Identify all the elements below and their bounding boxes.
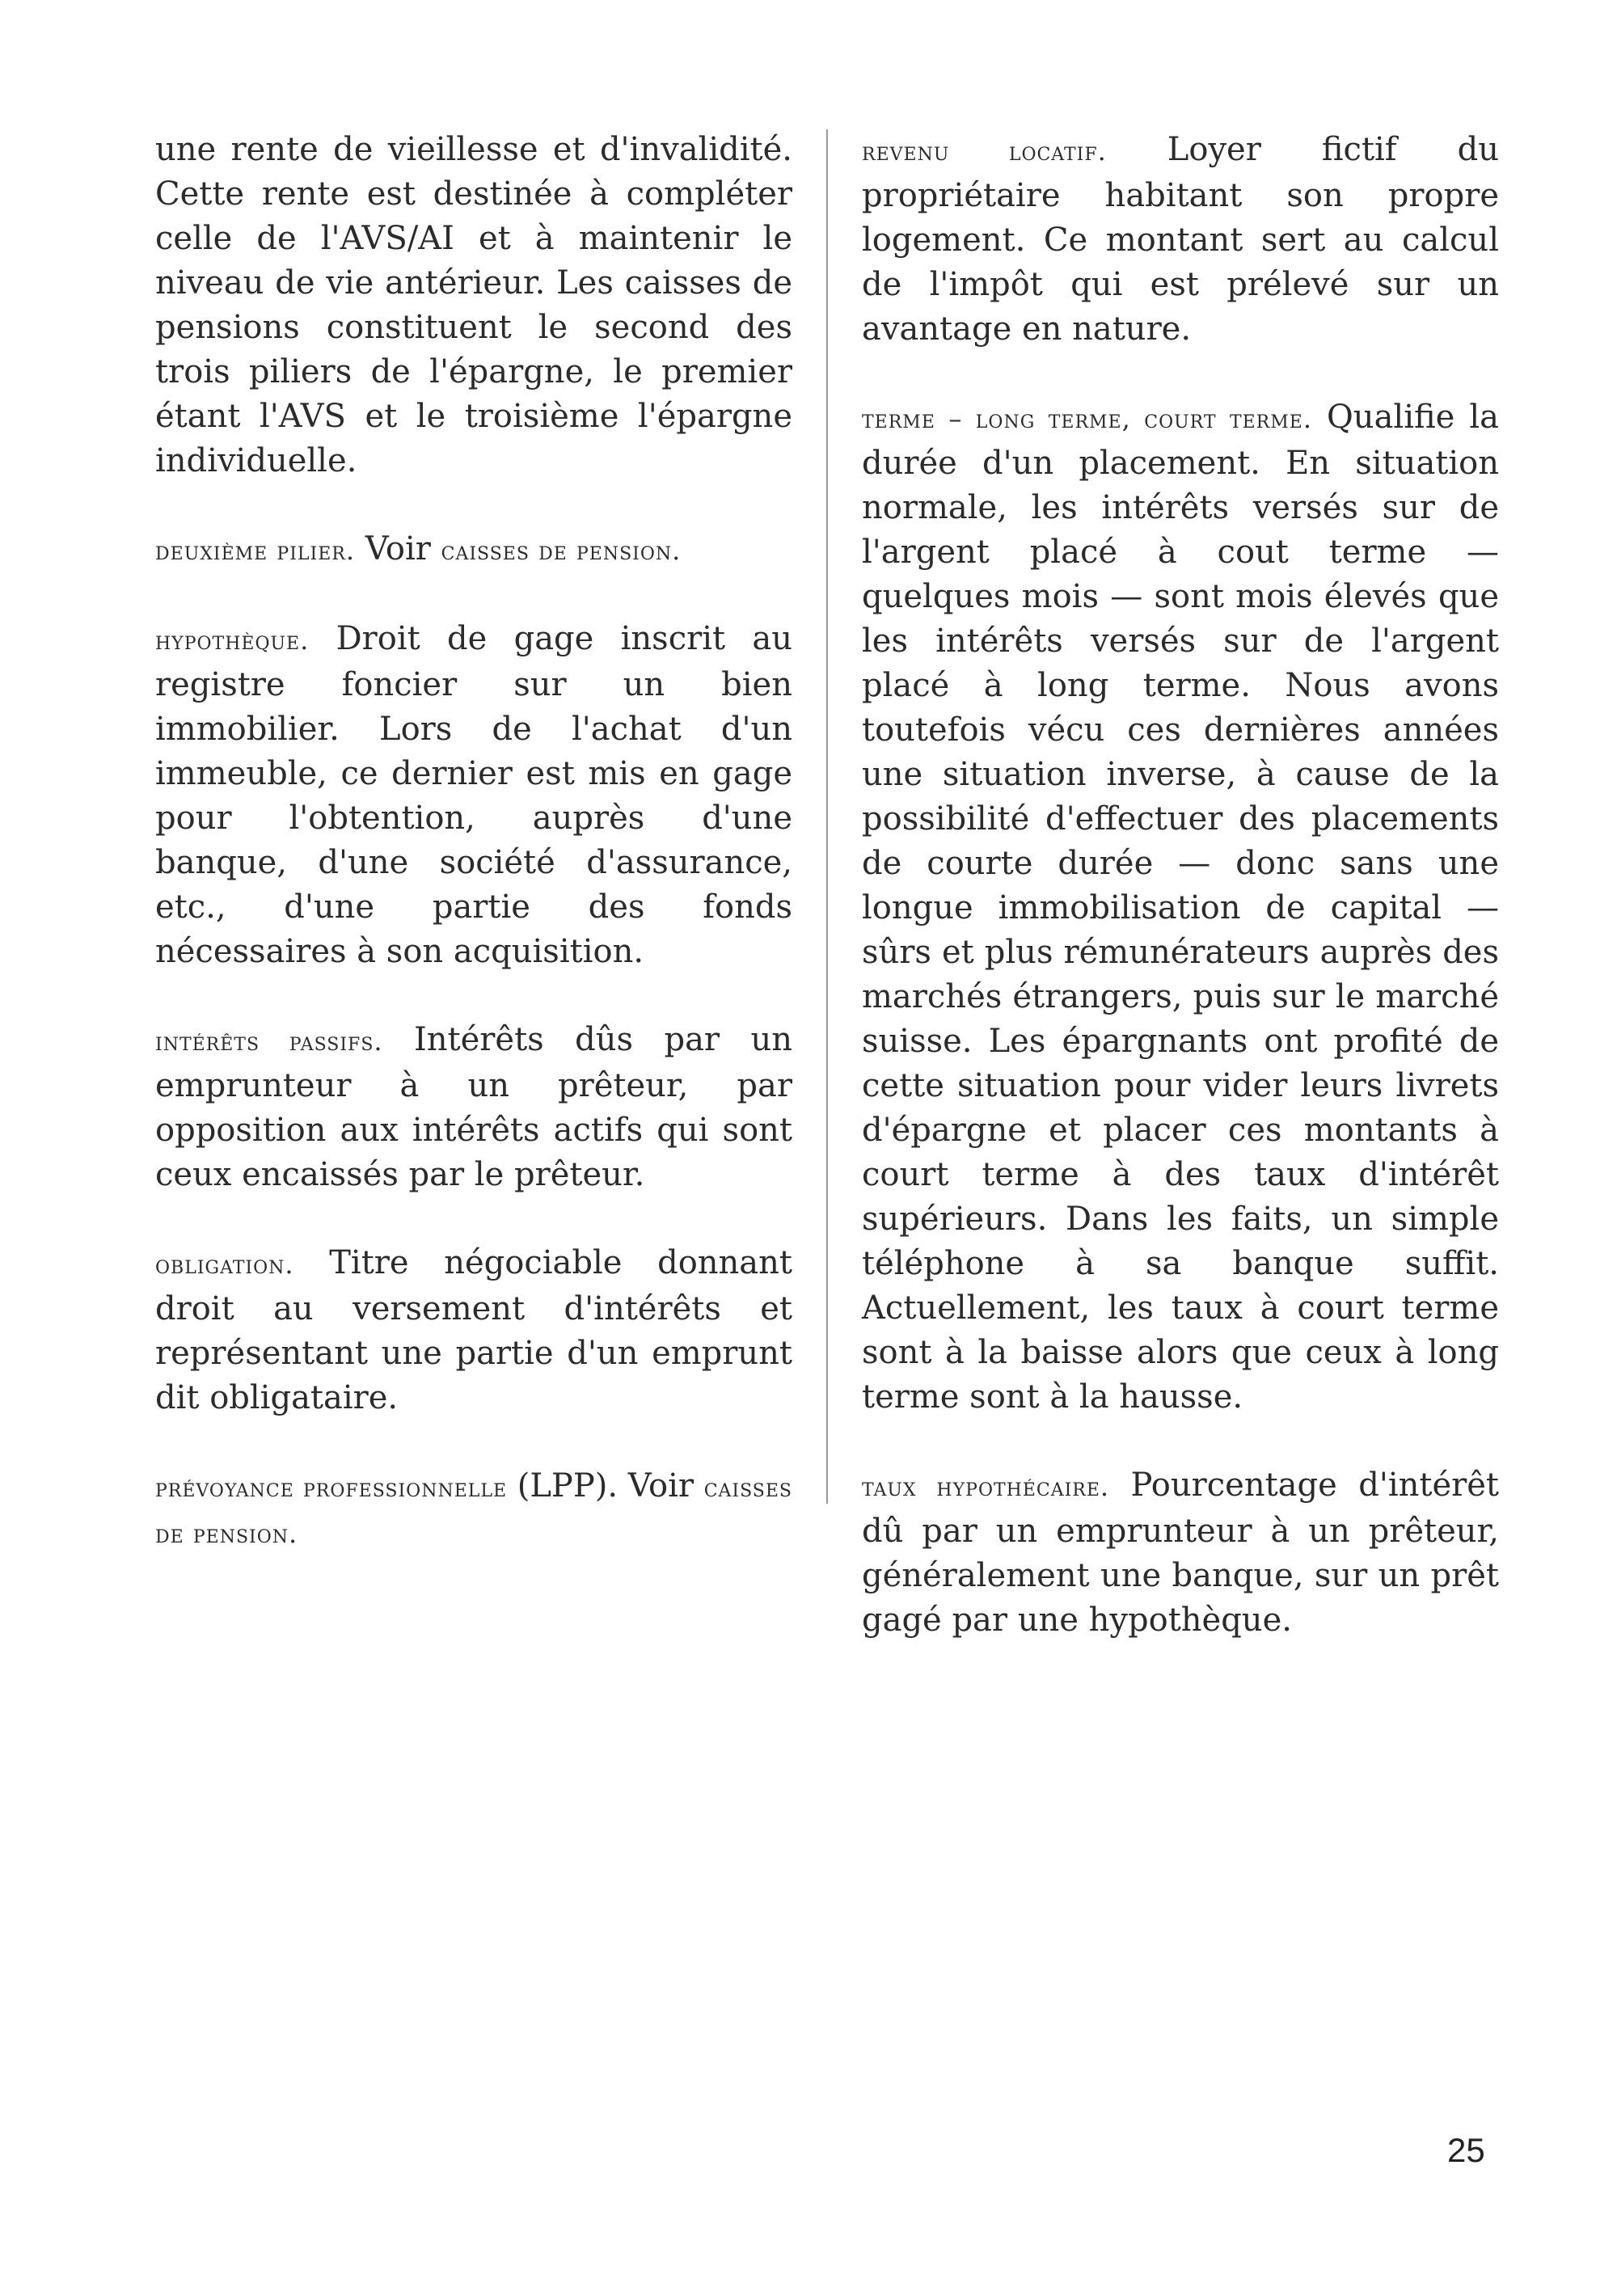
entry-text: Loyer fictif du propriétaire habitant son propre logement. Ce montant sert au calcul de l'impôt qui est prélevé sur un avantage en nature.: [862, 131, 1499, 348]
glossary-entry-hypotheque: [155, 617, 792, 974]
entry-text: Qualifie la durée d'un placement. En situation normale, les intérêts versés sur de l'argent placé à cout terme — quelques mois — sont mois élevés que les intérêts versés sur de l'argent placé à long terme. Nous avons toutefois vécu ces dernières années une situation inverse, à cause de la possibilité d'effectuer des placements de courte durée — donc sans une longue immobilisation de capital — sûrs et plus rémunérateurs auprès des marchés étrangers, puis sur le marché suisse. Les épargnants ont profité de cette situation pour vider leurs livrets d'épargne et placer ces montants à court terme à des taux d'intérêt supérieurs. Dans les faits, un simple téléphone à sa banque suffit. Actuellement, les taux à court terme sont à la baisse alors que ceux à long terme sont à la hausse.: [862, 399, 1499, 1416]
glossary-entry-continuation: [155, 128, 792, 483]
entry-term: revenu locatif.: [862, 136, 1107, 167]
glossary-entry-deuxieme-pilier: [155, 527, 792, 573]
entry-reference: caisses de pension.: [441, 535, 682, 566]
entry-term: prévoyance professionnelle: [155, 1472, 508, 1503]
column-divider: [826, 129, 828, 1504]
entry-term: intérêts passifs.: [155, 1026, 383, 1057]
glossary-entry-prevoyance-professionnelle: [155, 1464, 792, 1556]
entry-text: Titre négociable donnant droit au versement d'intérêts et représentant une partie d'un emprunt dit obligataire.: [155, 1244, 792, 1416]
entry-term: terme – long terme, court terme.: [862, 403, 1313, 434]
entry-reference: caisses de pension.: [155, 1472, 793, 1549]
glossary-entry-terme: [862, 395, 1499, 1420]
glossary-entry-obligation: [155, 1241, 792, 1420]
glossary-entry-revenu-locatif: [862, 128, 1499, 352]
entry-text: Voir: [355, 530, 441, 568]
entry-text: une rente de vieillesse et d'invalidité. Cette rente est destinée à compléter celle de l'AVS/AI et à maintenir le niveau de vie antérieur. Les caisses de pensions constituent le second des trois piliers de l'épargne, le premier étant l'AVS et le troisième l'épargne individuelle.: [155, 131, 792, 479]
entry-text: Intérêts dûs par un emprunteur à un prêteur, par opposition aux intérêts actifs qui sont ceux encaissés par le prêteur.: [155, 1021, 792, 1193]
entry-text: Pourcentage d'intérêt dû par un emprunteur à un prêteur, généralement une banque, sur un prêt gagé par une hypothèque.: [862, 1467, 1499, 1639]
entry-term: obligation.: [155, 1249, 294, 1280]
glossary-entry-taux-hypothecaire: [862, 1463, 1499, 1643]
right-column: [862, 128, 1499, 1686]
glossary-entry-interets-passifs: [155, 1018, 792, 1197]
entry-text: Droit de gage inscrit au registre foncier sur un bien immobilier. Lors de l'achat d'un immeuble, ce dernier est mis en gage pour l'obtention, auprès d'une banque, d'une société d'assurance, etc., d'une partie des fonds nécessaires à son acquisition.: [155, 620, 792, 970]
page-number: 25: [1447, 2131, 1485, 2169]
entry-term: deuxième pilier.: [155, 535, 355, 566]
entry-term: hypothèque.: [155, 625, 310, 656]
entry-text: (LPP). Voir: [507, 1467, 704, 1505]
entry-term: taux hypothécaire.: [862, 1471, 1110, 1502]
left-column: [155, 128, 792, 1600]
